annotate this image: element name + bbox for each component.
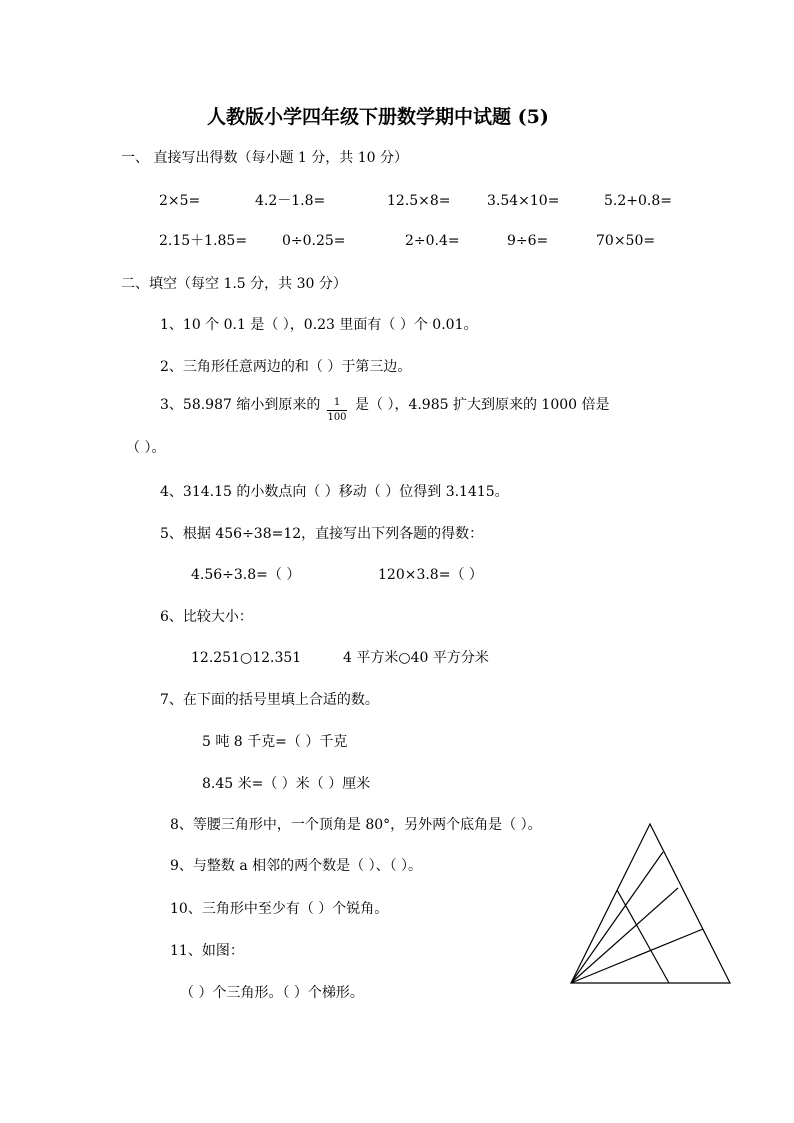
question-7: 7、在下面的括号里填上合适的数。: [160, 692, 379, 708]
question-3-continuation: （ ）。: [126, 440, 166, 456]
triangle-figure: [565, 820, 735, 990]
question-7-a: 5 吨 8 千克=（ ）千克: [202, 734, 348, 750]
section1-heading: 一、 直接写出得数（每小题 1 分，共 10 分）: [121, 150, 408, 166]
question-11-answer: （ ）个三角形。（ ）个梯形。: [180, 985, 364, 1001]
page-title: 人教版小学四年级下册数学期中试题 (5): [207, 106, 549, 128]
calc-item: 2.15＋1.85=: [159, 233, 248, 249]
calc-item: 12.5×8=: [387, 193, 451, 209]
question-11: 11、如图：: [170, 943, 244, 959]
question-6-a: 12.251○12.351: [191, 650, 302, 666]
cross-line: [617, 890, 669, 983]
question-5-a: 4.56÷3.8=（ ）: [191, 567, 301, 583]
question-8: 8、等腰三角形中，一个顶角是 80°，另外两个底角是（ ）。: [170, 817, 542, 833]
calc-item: 2÷0.4=: [405, 233, 460, 249]
fraction-one-hundredth: [327, 398, 347, 423]
fraction-bar: [327, 410, 347, 411]
calc-item: 2×5=: [159, 193, 201, 209]
question-10: 10、三角形中至少有（ ）个锐角。: [170, 901, 389, 917]
ray-line: [571, 852, 663, 983]
question-3-part1: 3、58.987 缩小到原来的: [160, 397, 321, 413]
question-5-b: 120×3.8=（ ）: [378, 567, 483, 583]
question-5: 5、根据 456÷38=12，直接写出下列各题的得数：: [160, 526, 484, 542]
calc-item: 3.54×10=: [487, 193, 560, 209]
question-6: 6、比较大小：: [160, 609, 253, 625]
question-2: 2、三角形任意两边的和（ ）于第三边。: [160, 359, 412, 375]
ray-line: [571, 929, 703, 983]
question-6-b: 4 平方米○40 平方分米: [343, 650, 489, 666]
fraction-denominator: 100: [327, 412, 347, 423]
calc-item: 9÷6=: [507, 233, 549, 249]
question-4: 4、314.15 的小数点向（ ）移动（ ）位得到 3.1415。: [160, 484, 509, 500]
question-3-part2: 是（ ），4.985 扩大到原来的 1000 倍是: [355, 397, 610, 413]
outer-triangle: [571, 824, 730, 983]
calc-item: 5.2+0.8=: [604, 193, 672, 209]
question-9: 9、与整数 a 相邻的两个数是（ ）、（ ）。: [170, 858, 423, 874]
calc-item: 0÷0.25=: [282, 233, 346, 249]
calc-item: 70×50=: [596, 233, 656, 249]
section2-heading: 二、填空（每空 1.5 分，共 30 分）: [121, 276, 347, 292]
question-1: 1、10 个 0.1 是（ ），0.23 里面有（ ）个 0.01。: [160, 317, 478, 333]
fraction-numerator: 1: [333, 397, 341, 408]
question-7-b: 8.45 米=（ ）米（ ）厘米: [202, 776, 371, 792]
calc-item: 4.2－1.8=: [255, 193, 326, 209]
